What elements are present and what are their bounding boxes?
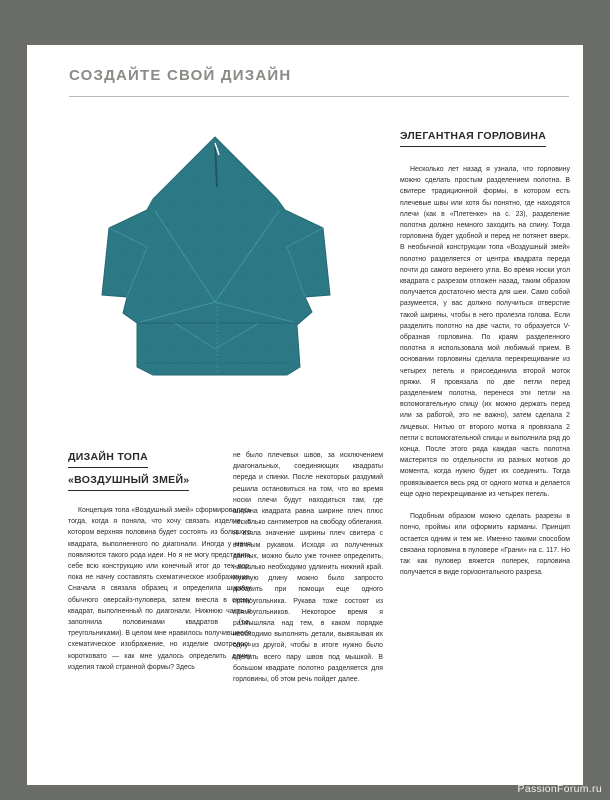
paragraph: не было плечевых швов, за исключением диагональных, соединяющих квадраты переда и спинки. После некоторых раздумий решила остановиться на том, что во время носки плечи будут находиться там, где ширина квадрата равна ширине плеч плюс несколько сантиметров на свободу облегания. Я взяла значение ширины плеч свитера с втачным рукавом. Исходя из полученных данных, можно было уже точнее определить, насколько необходимо удлинить нижний край. Нужную длину можно было запросто добавить при помощи еще одного прямоугольника. Рукава тоже состоят из прямоугольников. Некоторое время я размышляла над тем, в каком порядке необходимо выполнять детали, вывязывая их одну из другой, чтобы в итоге нужно было сделать всего пару швов под мышкой. В большом квадрате полотно разделяется для горловины, об этом речь пойдет далее. bbox=[233, 452, 383, 684]
article-column-3 bbox=[400, 164, 570, 578]
section-heading-neckline bbox=[400, 128, 546, 147]
section-heading-top-design bbox=[68, 449, 189, 491]
article-column-1 bbox=[68, 505, 251, 673]
knitted-top-image bbox=[67, 127, 367, 417]
title-divider bbox=[69, 96, 569, 97]
magazine-page bbox=[27, 45, 583, 785]
watermark: PassionForum.ru bbox=[517, 783, 602, 795]
paragraph: Концепция топа «Воздушный змей» сформировалась тогда, когда я поняла, что хочу связать изделие, в котором верхняя половина будет состоять из большого квадрата, выполненного по диагонали. Иногда у меня появляются такого рода идеи. Но я не могу представить себе всю конструкцию или конечный итог до тех пор, пока не начну составлять схематическое изображение. Сначала я связала образец и определила ширину обычного оверсайз-пуловера, затем внесла в схему квадрат, выполненный по диагонали. Нижнюю часть я заполнила половинками квадратов (т.е. треугольниками). В целом мне нравилось получившееся схематическое изображение, но изделие смотрелось коротковато — как мне удалось определить длину изделия такой странной формы? Здесь bbox=[68, 507, 251, 671]
page-title: СОЗДАЙТЕ СВОЙ ДИЗАЙН bbox=[69, 67, 292, 84]
paragraph: Подобным образом можно сделать разрезы в пончо, проймы или оформить карманы. Принцип остается одним и тем же. Именно такими способом связана горловина в пуловере «Грани» на с. 117. Но так как пуловер вяжется поперек, горловина получается в виде горизонтального разреза. bbox=[400, 513, 570, 577]
heading-line2: «ВОЗДУШНЫЙ ЗМЕЙ» bbox=[68, 472, 189, 491]
heading-line1: ДИЗАЙН ТОПА bbox=[68, 449, 148, 468]
paragraph: Несколько лет назад я узнала, что горловину можно сделать простым разделением полотна. В свитере традиционной формы, в котором есть плечевые швы или хотя бы понятно, где находятся плечи (как в «Плетенке» на с. 23), разделение полотна должно немного заходить на спину. Тогда горловина будет удобной и перед не потянет вверх. В необычной конструкции топа «Воздушный змей» полотно разделяется от центра квадрата переда почти до самого верхнего угла. Во время носки угол квадрата с разрезом отложен назад, таким образом получается достаточно места для шеи. Само собой разумеется, у вас должно получиться отверстие такой ширины, чтобы в него пролезла голова. Если разделить полотно на две части, то образуется V-образная горловина. По краям разделенного полотна я использовала мой любимый прием. В основании горловины сделала перекрещивание из четырех петель и присоединила второй моток пряжи. Я провязала по две петли перед разделением полотна, перенеся эти петли на вспомогательную спицу (их можно держать перед или за работой, это не важно), затем сделала 2 лицевых. Нитью от второго мотка я провязала 2 петли с вспомогательной спицы и выполнила ряд до конца. После этого ряда каждая часть полотна мастерится по отдельности из разных мотков до момента, когда нужно будет их соединить. Тогда провязывается весь ряд от одного мотка и делается еще одно перекрещивание из четырех петель. bbox=[400, 166, 570, 498]
heading-neckline: ЭЛЕГАНТНАЯ ГОРЛОВИНА bbox=[400, 128, 546, 147]
article-column-2 bbox=[233, 450, 383, 685]
